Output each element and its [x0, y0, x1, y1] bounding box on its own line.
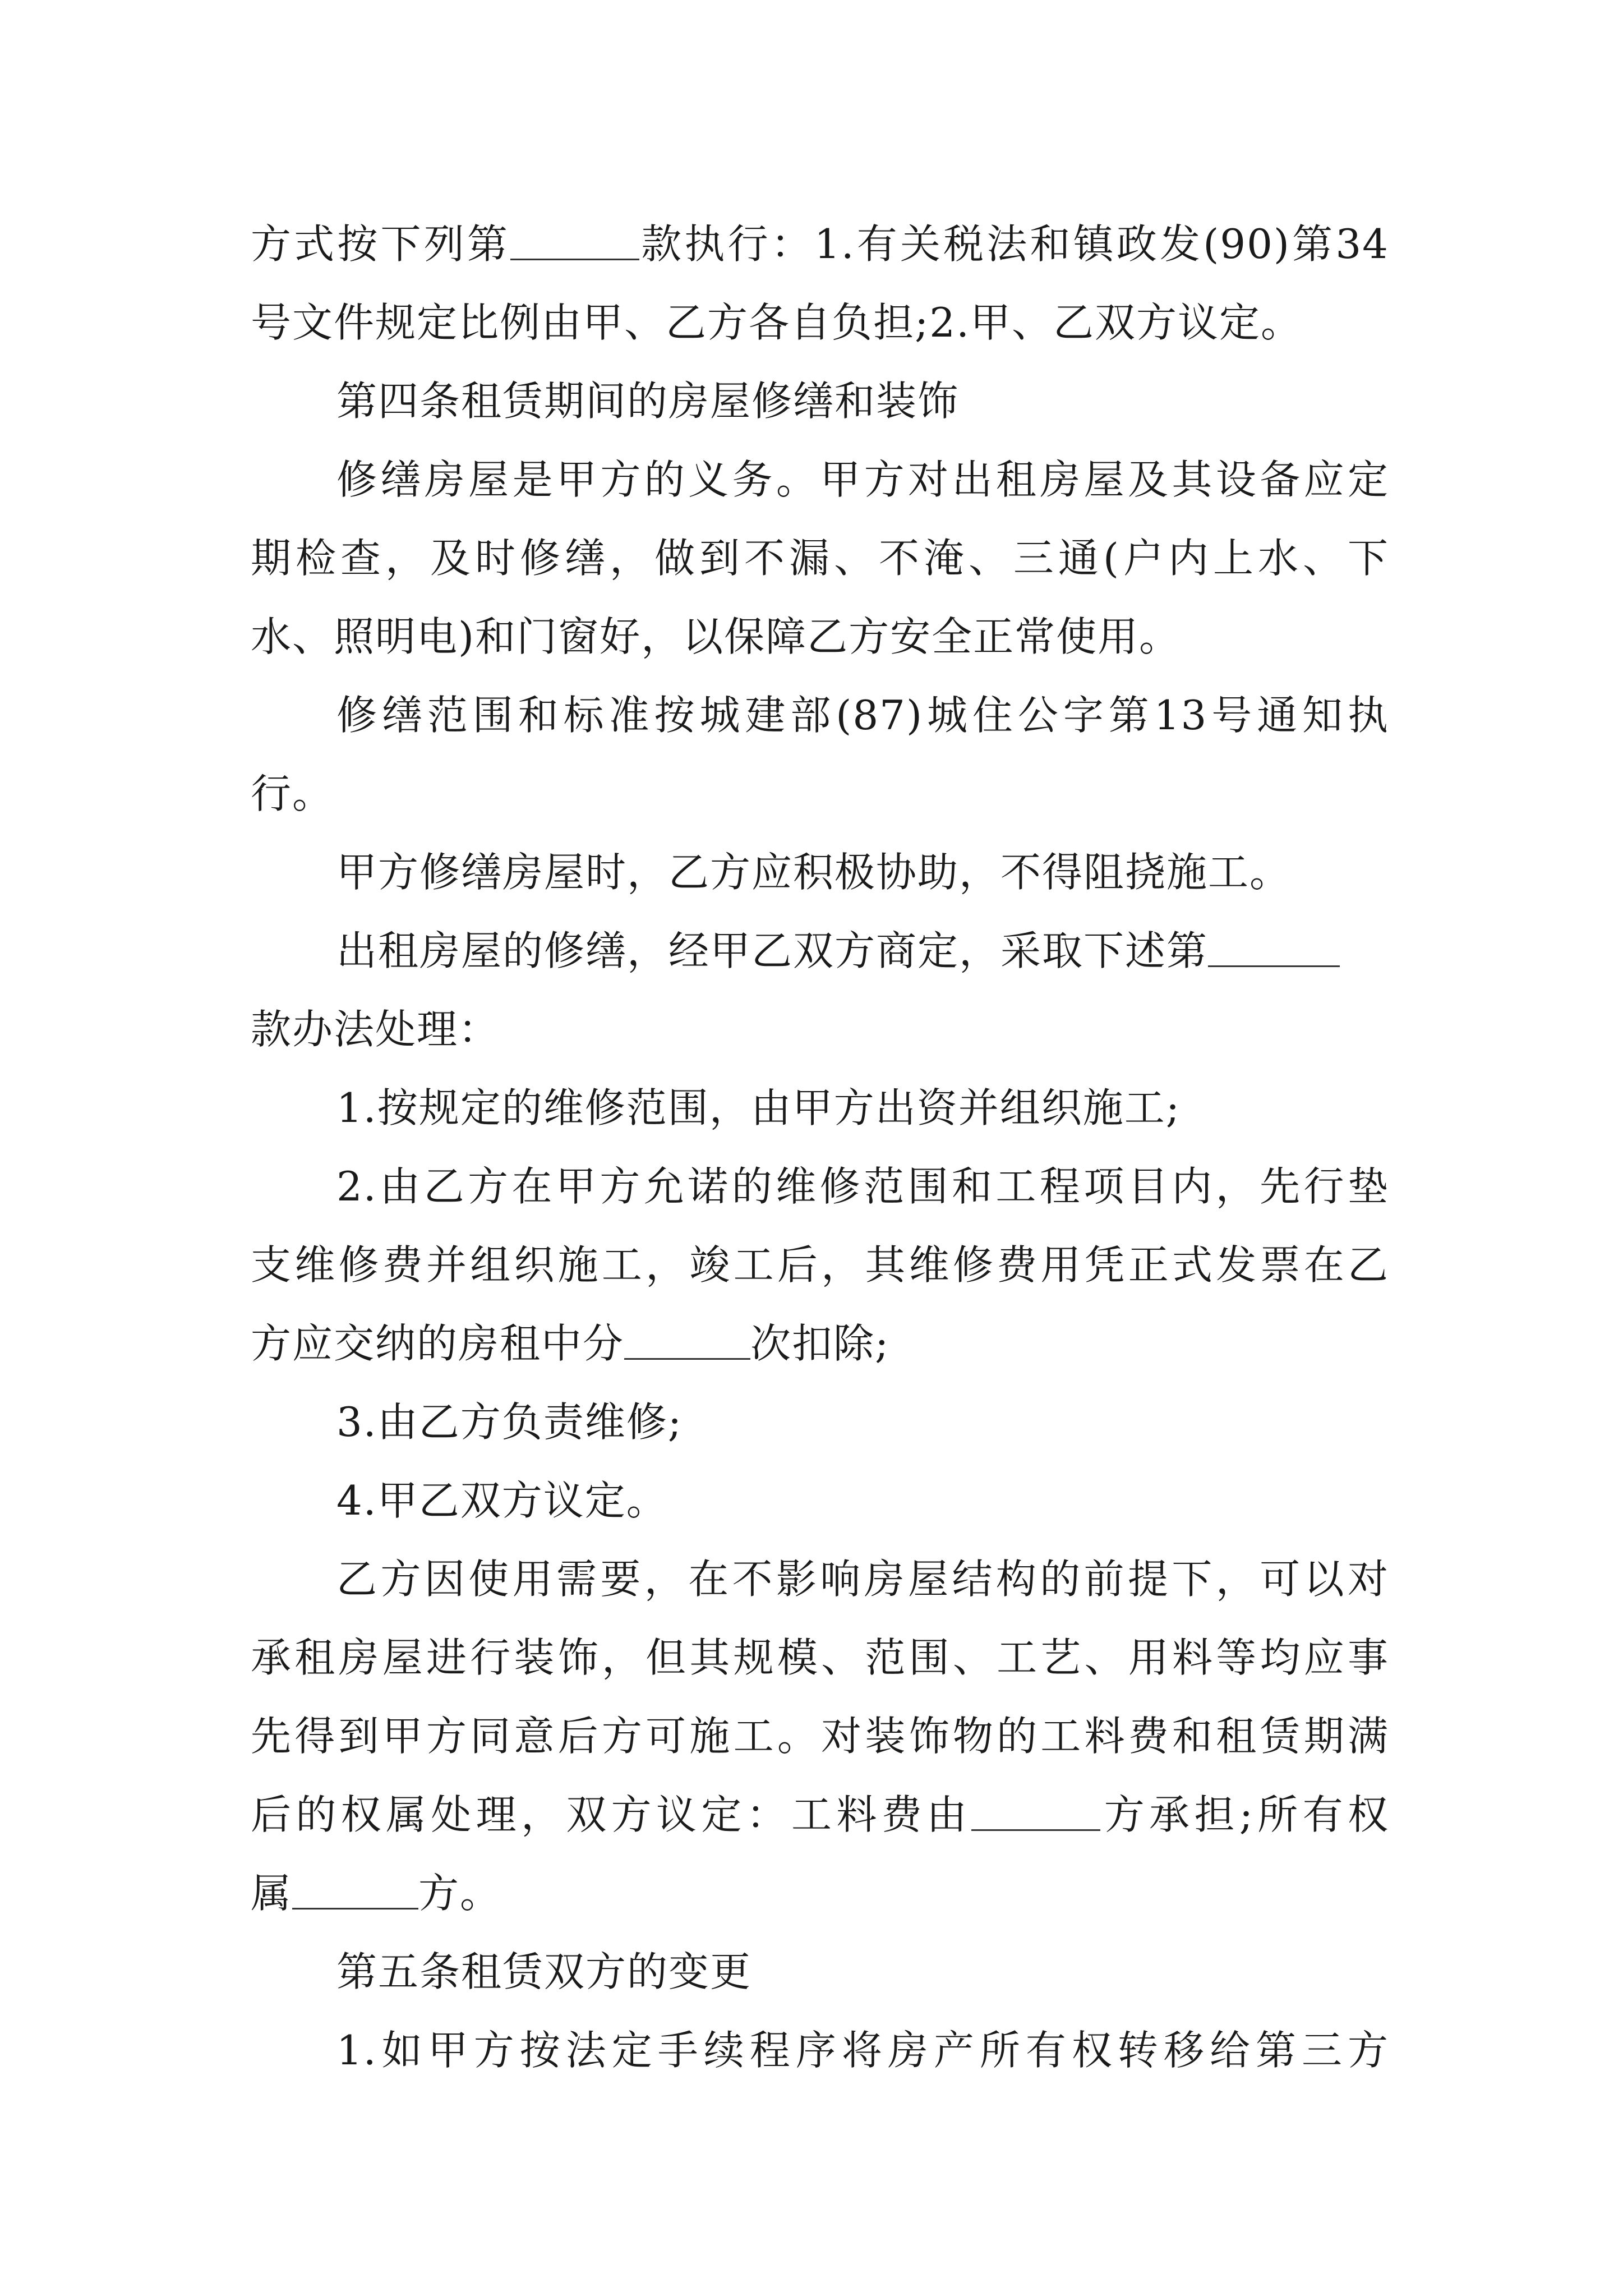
- fill-in-blank: [510, 224, 639, 260]
- list-item: [336, 2011, 1389, 2090]
- line-text: 行。: [251, 770, 334, 817]
- paragraph-line: [336, 833, 1389, 912]
- line-text: 甲方修缮房屋时，乙方应积极协助，不得阻挠施工。: [336, 849, 1292, 896]
- line-text: 承租房屋进行装饰，但其规模、范围、工艺、用料等均应事: [251, 1634, 1389, 1681]
- paragraph-line: [251, 1854, 1389, 1932]
- line-text: 4.甲乙双方议定。: [336, 1477, 668, 1524]
- line-text: 方。: [418, 1870, 502, 1917]
- line-text: 1.如甲方按法定手续程序将房产所有权转移给第三方: [336, 2027, 1389, 2074]
- line-text: 方承担;所有权: [1100, 1791, 1389, 1838]
- line-text: 修缮范围和标准按城建部(87)城住公字第13号通知执: [336, 692, 1389, 739]
- paragraph-line: [251, 754, 1389, 833]
- section-heading: [336, 362, 1389, 440]
- line-text: 先得到甲方同意后方可施工。对装饰物的工料费和租赁期满: [251, 1713, 1389, 1760]
- line-text: 3.由乙方负责维修;: [336, 1398, 683, 1446]
- paragraph-line: [251, 283, 1389, 362]
- line-text: 支维修费并组织施工，竣工后，其维修费用凭正式发票在乙: [251, 1241, 1389, 1289]
- paragraph-line: [336, 1540, 1389, 1618]
- paragraph-line: [251, 1775, 1389, 1854]
- paragraph-line: [336, 676, 1389, 754]
- section-heading: [336, 1932, 1389, 2011]
- line-text: 号文件规定比例由甲、乙方各自负担;2.甲、乙双方议定。: [251, 299, 1302, 346]
- paragraph-line: [251, 1618, 1389, 1697]
- heading-text: 第五条租赁双方的变更: [336, 1948, 752, 1995]
- line-text: 修缮房屋是甲方的义务。甲方对出租房屋及其设备应定: [336, 456, 1389, 503]
- line-text: 次扣除;: [750, 1320, 890, 1367]
- line-text: 后的权属处理，双方议定：工料费由: [251, 1791, 972, 1838]
- heading-text: 第四条租赁期间的房屋修缮和装饰: [336, 378, 960, 425]
- paragraph-line: [251, 1697, 1389, 1775]
- line-text: 乙方因使用需要，在不影响房屋结构的前提下，可以对: [336, 1556, 1389, 1603]
- fill-in-blank: [292, 1873, 418, 1910]
- line-text: 属: [251, 1870, 293, 1917]
- paragraph-line: [251, 1226, 1389, 1304]
- line-text: 款执行：1.有关税法和镇政发(90)第34: [639, 220, 1389, 268]
- list-item: [336, 1383, 1389, 1461]
- line-text: 2.由乙方在甲方允诺的维修范围和工程项目内，先行垫: [336, 1163, 1389, 1210]
- paragraph-line: [251, 205, 1389, 283]
- paragraph-line: [251, 597, 1389, 676]
- line-text: 出租房屋的修缮，经甲乙双方商定，采取下述第: [336, 927, 1209, 974]
- fill-in-blank: [971, 1795, 1100, 1831]
- list-item: [336, 1461, 1389, 1540]
- line-text: 款办法处理：: [251, 1006, 500, 1053]
- paragraph-line: [251, 990, 1389, 1069]
- line-text: 期检查，及时修缮，做到不漏、不淹、三通(户内上水、下: [251, 535, 1389, 582]
- paragraph-line: [336, 912, 1389, 990]
- line-text: 方式按下列第: [251, 220, 511, 268]
- paragraph-line: [251, 1304, 1389, 1383]
- list-item: [336, 1147, 1389, 1226]
- paragraph-line: [336, 440, 1389, 519]
- list-item: [336, 1069, 1389, 1147]
- line-text: 1.按规定的维修范围，由甲方出资并组织施工;: [336, 1084, 1181, 1131]
- fill-in-blank: [1208, 931, 1340, 967]
- fill-in-blank: [624, 1323, 750, 1360]
- line-text: 水、照明电)和门窗好，以保障乙方安全正常使用。: [251, 613, 1181, 660]
- paragraph-line: [251, 519, 1389, 597]
- line-text: 方应交纳的房租中分: [251, 1320, 625, 1367]
